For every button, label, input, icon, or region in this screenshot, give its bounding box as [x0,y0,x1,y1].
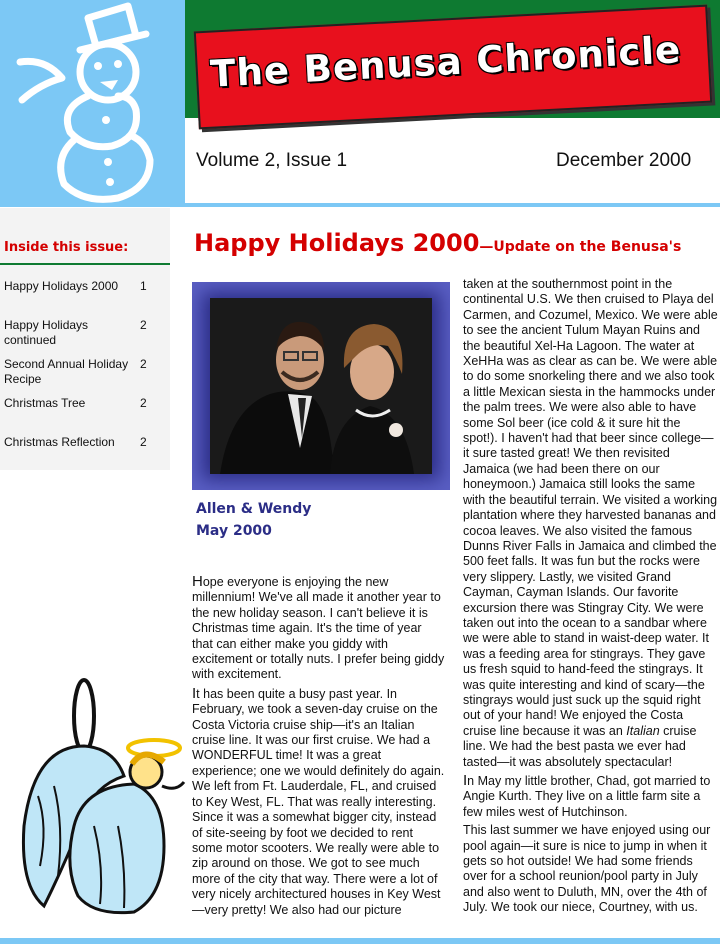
toc-item-label[interactable]: Christmas Reflection [4,435,115,449]
volume-issue: Volume 2, Issue 1 [196,150,348,171]
angel-icon [14,676,190,920]
toc-item-page: 1 [140,279,147,293]
toc-item-page: 2 [140,357,147,371]
italic-word: Italian [626,723,660,738]
toc-item-label[interactable]: Happy Holidays 2000 [4,279,119,293]
toc-item-label[interactable]: Christmas Tree [4,396,86,410]
newsletter-title: The Benusa Chronicle [209,28,683,96]
drop-initial: H [192,573,203,590]
paragraph [192,686,445,918]
paragraph-text: ope everyone is enjoying the new millennium! We've all made it another year to the new holiday season. I can't believe it is Christmas time again. It's the time of year that can either make you giddy with excitement or totally nuts. I prefer being giddy with excitement. [192,575,445,682]
sidebar-divider [0,263,170,265]
issue-date: December 2000 [556,150,692,171]
paragraph-text: taken at the southernmost point in the continental U.S. We then cruised to Playa del Carmen, and Cozumel, Mexico. We were able to see the ancient Tulum Mayan Ruins and the beautiful Xel-Ha Lagoon. The water at XeHHa was as clear as can be. We were able to do some snorkeling there and we also took a little Mexican siesta in the hammocks under the palm trees. We were also able to have some Sol beer (ice cold & it sure hit the spot!). I haven't had that beer since college—it sure tasted great! We then revisited Jamaica (we had been there on our honeymoon.) Jamaica still looks the same with the beautiful terrain. We visited a working plantation where they harvested bananas and cocoa leaves. We also visited the famous Dunns River Falls in Jamaica and climbed the 500 feet falls. It was fun but the rocks were very slippery. Lastly, we visited Grand Cayman, Cayman Islands. Our favorite excursion there was Stingray City. We were taken out into the ocean to a sandbar where we were able to stand in waist-deep water. It was a feeding area for stingrays. They gave us fresh squid to hand-feed the stingrays. It was quite interesting and kind of scary—the stingrays would just suck up the squid right out of your hand! We enjoyed the Costa cruise line because it was an [463,277,718,738]
paragraph [463,823,718,915]
drop-initial: I [463,772,468,789]
article-column-2 [463,277,718,919]
photo-caption [196,498,311,542]
toc-item-page: 2 [140,318,147,332]
caption-date: May 2000 [196,523,272,539]
paragraph-text: This last summer we have enjoyed using our pool again—it sure is nice to jump in when it gets so hot outside! We had some friends over for a school reunion/pool party in July and also went to Duluth, MN, over the 4th of July. We took our niece, Courtney, with us. [463,823,711,915]
drop-initial: I [192,684,197,702]
paragraph-text: n May my little brother, Chad, got married to Angie Kurth. They live on a little farm site a few miles west of Hutchinson. [463,774,711,819]
top-divider [0,203,720,207]
paragraph [463,773,718,820]
inside-issue-title: Inside this issue: [4,240,129,255]
paragraph [192,574,445,683]
couple-photo [192,282,450,490]
couple-photo-icon [210,298,432,474]
toc-item-label[interactable]: Happy Holidays continued [4,318,89,347]
toc-item-label[interactable]: Second Annual Holiday Recipe [4,357,129,386]
photo-image [210,298,432,474]
caption-names: Allen & Wendy [196,501,312,517]
headline-main: Happy Holidays 2000 [194,229,480,257]
paragraph [463,277,718,770]
toc-item-page: 2 [140,435,147,449]
article-headline [194,229,681,257]
snowman-icon [0,0,185,205]
paragraph-text: t has been quite a busy past year. In February, we took a seven-day cruise on the Costa Victoria cruise ship—it's an Italian cruise line. It was our first cruise. We had a WONDERFUL time! It was a great experience; one we would definitely do again. We left from Ft. Lauderdale, FL, and cruised to Key West, FL. That was really interesting. Since it was a somewhat bigger city, instead of site-seeing by foot we decided to rent some motor scooters. We really were able to zip around on those. We got to see much more of the city that way. There were a lot of very nicely architectured houses in Key West—very pretty! We also had our picture [192,686,445,917]
bottom-divider [0,938,720,944]
paragraph-text: cruise line. We had the best pasta we ever had tasted—it was absolutely spectacular! [463,723,697,769]
headline-subhead: —Update on the Benusa's [479,239,682,255]
article-column-1 [192,574,445,921]
toc-item-page: 2 [140,396,147,410]
angel-clipart [14,676,190,920]
snowman-panel [0,0,185,205]
